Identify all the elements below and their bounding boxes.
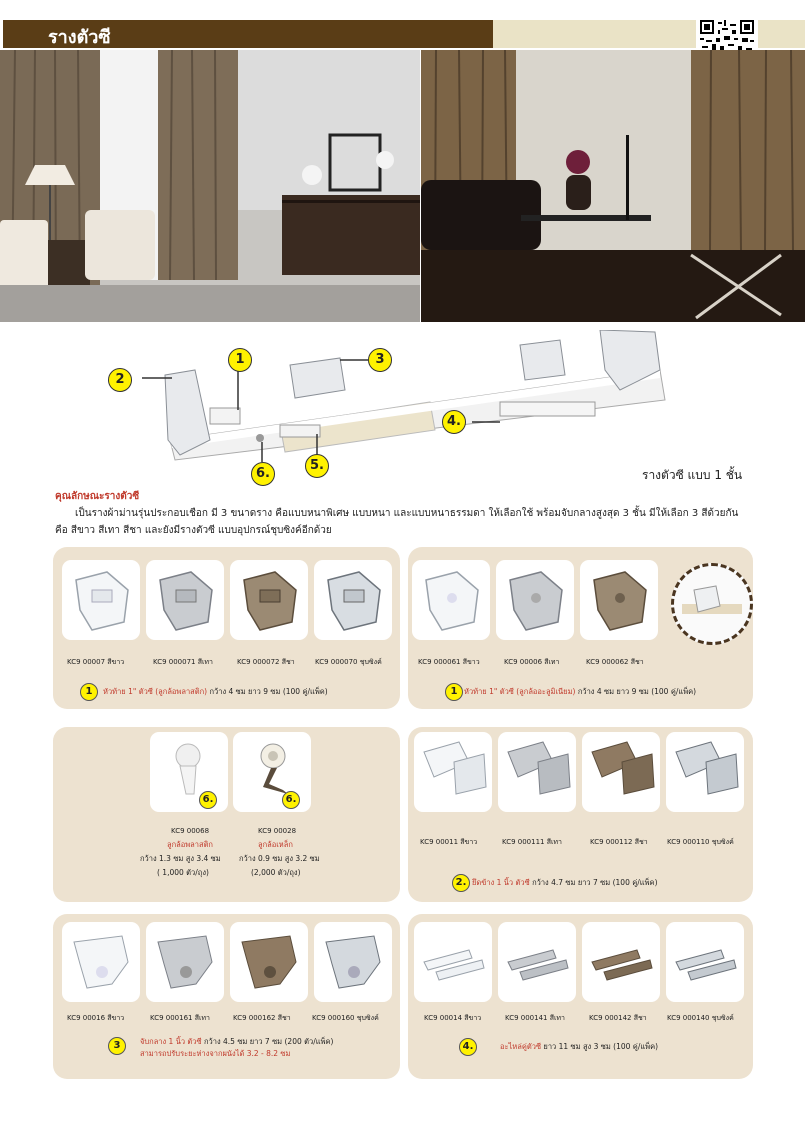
panel-spare-parts <box>408 914 753 1079</box>
product-name: ยึดข้าง 1 นิ้ว ตัวซี <box>472 878 530 887</box>
features-body: เป็นรางผ้าม่านรุ่นประกอบเชือก มี 3 ขนาดราง คือแบบหนาพิเศษ แบบหนา และแบบหนาธรรมดา ให้เลือกใช้ พร้อมจับกลางสูงสุด 3 ชั้น มีให้เลือก 3 สีด้วยกันคือ สีขาว สีเทา สีชา และยังมีรางตัวซี แบบอุปกรณ์ชุบซิงค์อีกด้วย <box>55 508 739 536</box>
product-image <box>62 922 140 1002</box>
product-image <box>230 922 308 1002</box>
product-description <box>500 1041 658 1053</box>
product-code: KC9 000140 ชุบซิงค์ <box>667 1014 734 1022</box>
product-code: KC9 000110 ชุบซิงค์ <box>667 838 734 846</box>
panel-end-cap-aluminium <box>408 547 753 709</box>
panel-side-bracket <box>408 727 753 902</box>
product-image <box>314 560 392 640</box>
product-image <box>580 560 658 640</box>
callout-2: 2 <box>108 368 132 392</box>
product-image <box>414 922 492 1002</box>
product-image <box>666 732 744 812</box>
product-code: KC9 000160 ชุบซิงค์ <box>312 1014 379 1022</box>
product-name: อะไหล่คู่ตัวซี <box>500 1042 542 1051</box>
product-code: KC9 000141 สีเทา <box>505 1014 565 1022</box>
header-bar-light <box>493 20 805 48</box>
product-code: KC9 00011 สีขาว <box>420 838 478 846</box>
product-description <box>140 1036 333 1048</box>
callout-5: 5. <box>305 454 329 478</box>
product-code: KC9 000161 สีเทา <box>150 1014 210 1022</box>
product-image <box>582 732 660 812</box>
product-code: KC9 000072 สีชา <box>237 658 295 666</box>
product-spec: ยาว 11 ซม สูง 3 ซม (100 คู่/แพ็ค) <box>541 1042 659 1051</box>
item-number-badge: 1 <box>80 683 98 701</box>
product-description <box>464 686 696 698</box>
product-spec: กว้าง 4.5 ซม ยาว 7 ซม (200 ตัว/แพ็ค) <box>201 1037 334 1046</box>
product-code: KC9 000162 สีชา <box>233 1014 291 1022</box>
product-name: จับกลาง 1 นิ้ว ตัวซี <box>140 1037 202 1046</box>
panel-end-cap-plastic <box>53 547 400 709</box>
product-code: KC9 00007 สีขาว <box>67 658 125 666</box>
product-code: KC9 000061 สีขาว <box>418 658 480 666</box>
callout-3: 3 <box>368 348 392 372</box>
product-code: KC9 000112 สีชา <box>590 838 648 846</box>
product-spec: กว้าง 4 ซม ยาว 9 ซม (100 คู่/แพ็ค) <box>575 687 697 696</box>
product-name: หัวท้าย 1" ตัวซี (ลูกล้ออะลูมิเนียม) <box>464 687 576 696</box>
product-image <box>498 922 576 1002</box>
product-spec: กว้าง 4.7 ซม ยาว 7 ซม (100 คู่/แพ็ค) <box>529 878 658 887</box>
features-title: คุณลักษณะรางตัวซี <box>55 491 140 502</box>
product-pack: ( 1,000 ตัว/ถุง) <box>157 868 209 877</box>
product-image <box>62 560 140 640</box>
product-code: KC9 000111 สีเทา <box>502 838 562 846</box>
product-image <box>412 560 490 640</box>
interior-photo-sofa <box>421 50 805 322</box>
product-image <box>230 560 308 640</box>
product-code: KC9 00028 <box>258 827 297 835</box>
callout-6: 6. <box>251 462 275 486</box>
callout-1: 1 <box>228 348 252 372</box>
product-code: KC9 000142 สีชา <box>589 1014 647 1022</box>
product-name: หัวท้าย 1" ตัวซี (ลูกล้อพลาสติก) <box>103 687 208 696</box>
product-spec: กว้าง 0.9 ซม สูง 3.2 ซม <box>239 854 320 863</box>
item-number-badge: 6. <box>199 791 217 809</box>
product-code: KC9 00006 สีเทา <box>504 658 560 666</box>
product-pack: (2,000 ตัว/ถุง) <box>251 868 301 877</box>
diagram-caption: รางตัวซี แบบ 1 ชั้น <box>642 468 743 482</box>
panel-rollers <box>53 727 400 902</box>
product-image <box>498 732 576 812</box>
item-number-badge: 2. <box>452 874 470 892</box>
product-spec: กว้าง 4 ซม ยาว 9 ซม (100 คู่/แพ็ค) <box>207 687 328 696</box>
product-image <box>146 922 224 1002</box>
product-description <box>103 686 328 698</box>
product-image <box>146 560 224 640</box>
product-image <box>314 922 392 1002</box>
item-number-badge: 1 <box>445 683 463 701</box>
rail-diagram <box>100 330 760 480</box>
product-image <box>496 560 574 640</box>
interior-photo-living-room <box>0 50 420 322</box>
product-image <box>666 922 744 1002</box>
item-number-badge: 3 <box>108 1037 126 1055</box>
product-description <box>472 877 658 889</box>
product-name: ลูกล้อเหล็ก <box>258 840 293 849</box>
detail-zoom-image <box>671 563 753 645</box>
callout-4: 4. <box>442 410 466 434</box>
item-number-badge: 6. <box>282 791 300 809</box>
product-image <box>414 732 492 812</box>
panel-center-support <box>53 914 400 1079</box>
product-name: ลูกล้อพลาสติก <box>167 840 213 849</box>
product-code: KC9 000071 สีเทา <box>153 658 213 666</box>
product-code: KC9 00016 สีขาว <box>67 1014 125 1022</box>
product-code: KC9 000070 ชุบซิงค์ <box>315 658 382 666</box>
product-image <box>582 922 660 1002</box>
item-number-badge: 4. <box>459 1038 477 1056</box>
page-title: รางตัวซี <box>48 27 111 48</box>
product-code: KC9 00068 <box>171 827 210 835</box>
product-note: สามารถปรับระยะห่างจากผนังได้ 3.2 - 8.2 ซม <box>140 1049 291 1058</box>
product-spec: กว้าง 1.3 ซม สูง 3.4 ซม <box>140 854 221 863</box>
product-code: KC9 000062 สีชา <box>586 658 644 666</box>
product-code: KC9 00014 สีขาว <box>424 1014 482 1022</box>
